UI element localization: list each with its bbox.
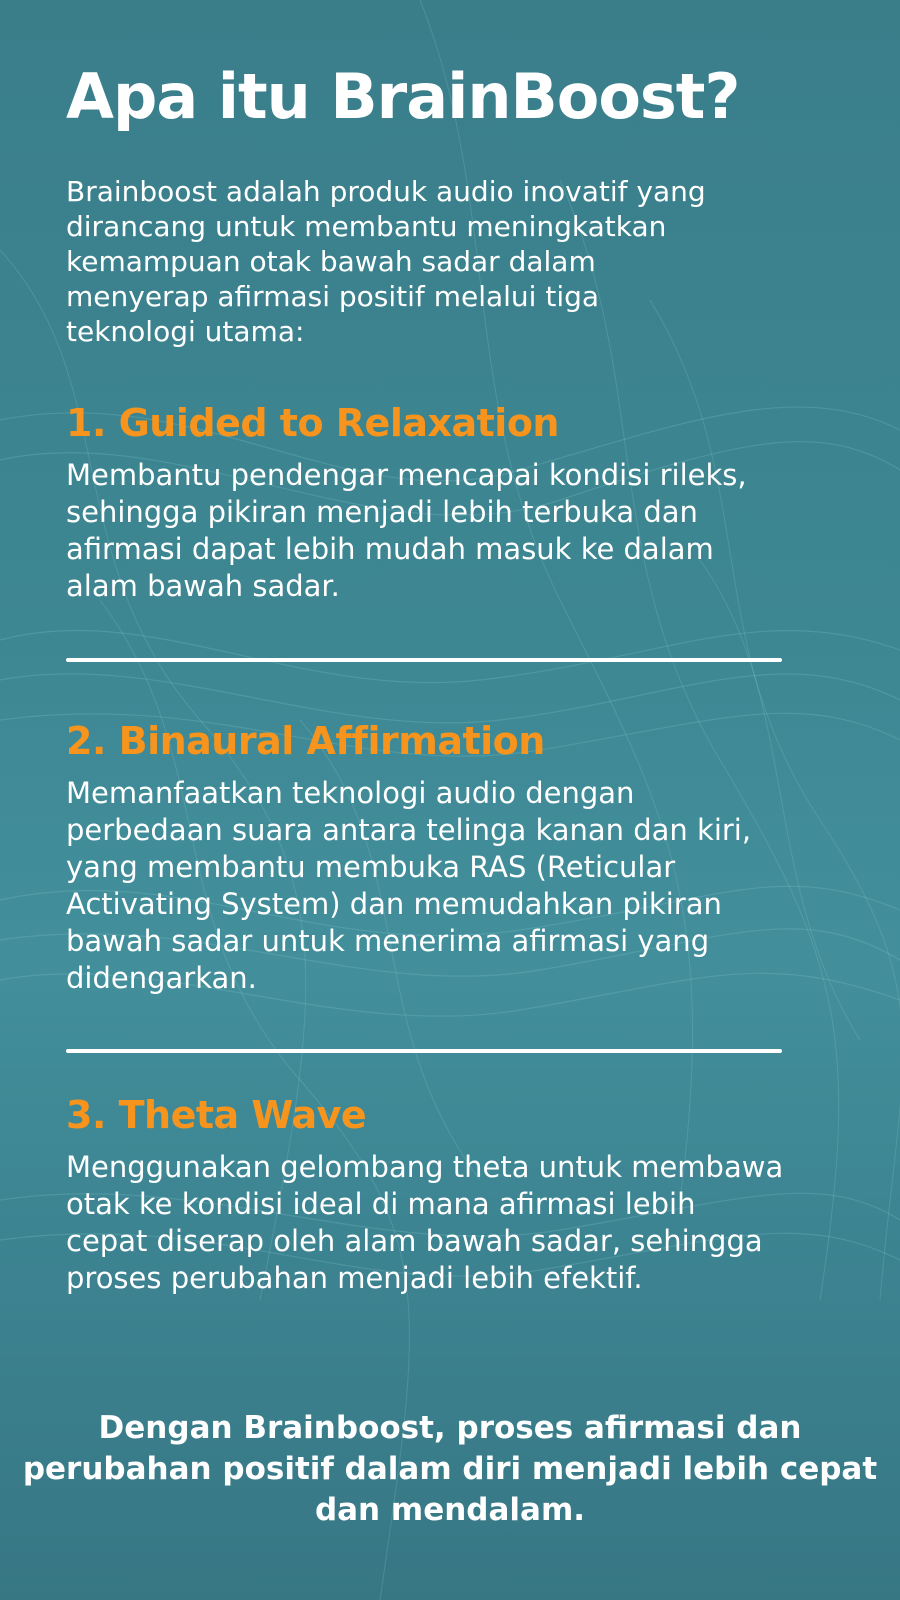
section-body-theta-wave: Menggunakan gelombang theta untuk membawa otak ke kondisi ideal di mana afirmasi lebih cepat diserap oleh alam bawah sadar, sehingga proses perubahan menjadi lebih efektif. (66, 1150, 784, 1295)
closing-statement: Dengan Brainboost, proses afirmasi dan perubahan positif dalam diri menjadi lebih cepat dan mendalam. (22, 1410, 878, 1528)
section-divider (66, 1049, 782, 1053)
section-divider (66, 658, 782, 662)
section-body-binaural-affirmation: Memanfaatkan teknologi audio dengan perbedaan suara antara telinga kanan dan kiri, yang membantu membuka RAS (Reticular Activating System) dan memudahkan pikiran bawah sadar untuk menerima afirmasi yang didengarkan. (66, 776, 752, 995)
section-heading-guided-relaxation: 1. Guided to Relaxation (66, 401, 559, 445)
section-body-guided-relaxation: Membantu pendengar mencapai kondisi rileks, sehingga pikiran menjadi lebih terbuka dan afirmasi dapat lebih mudah masuk ke dalam alam bawah sadar. (66, 458, 747, 603)
page-title: Apa itu BrainBoost? (66, 60, 740, 133)
section-heading-theta-wave: 3. Theta Wave (66, 1093, 367, 1137)
section-heading-binaural-affirmation: 2. Binaural Affirmation (66, 719, 545, 763)
intro-paragraph: Brainboost adalah produk audio inovatif yang dirancang untuk membantu meningkatkan kemampuan otak bawah sadar dalam menyerap afirmasi positif melalui tiga teknologi utama: (66, 175, 706, 348)
